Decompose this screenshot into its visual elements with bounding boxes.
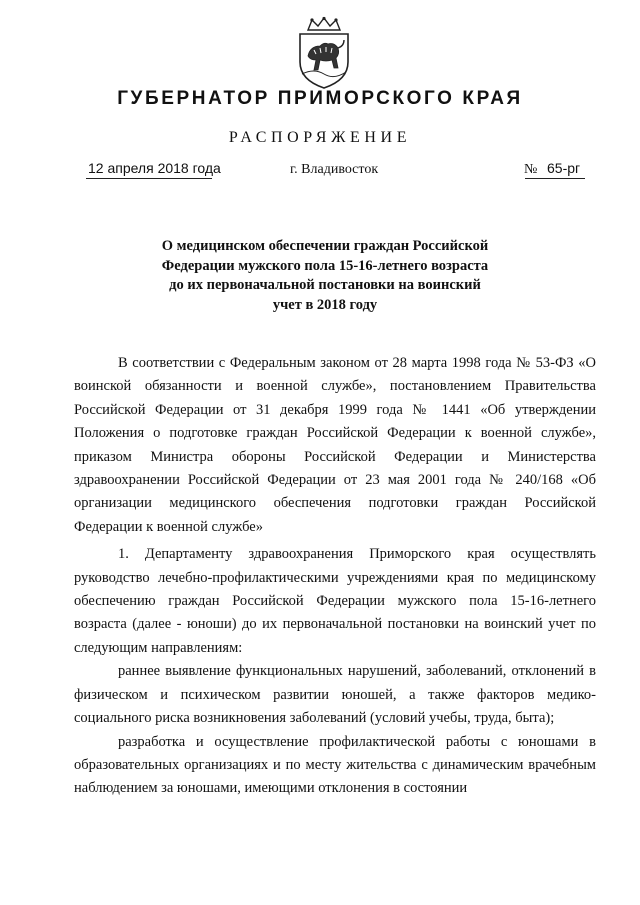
preamble-paragraph: В соответствии с Федеральным законом от 28 марта 1998 года № 53-ФЗ «О воинской обязанности и военной службе», постановлением Правительства Российской Федерации от 31 декабря 1999 года № 1441 «Об утверждении Положения о подготовке граждан Российской Федерации к военной службе», приказом Министра обороны Российской Федерации и Министерства здравоохранении Российской Федерации от 23 мая 2001 года № 240/168 «Об организации медицинского обеспечения подготовки граждан Российской Федерации к военной службе» <box>74 355 596 535</box>
document-city: г. Владивосток <box>290 162 379 177</box>
subject-line: учет в 2018 году <box>272 296 378 313</box>
document-type: РАСПОРЯЖЕНИЕ <box>228 129 412 146</box>
date-underline <box>86 178 212 179</box>
document-date: 12 апреля 2018 года <box>88 160 221 176</box>
direction-paragraph: раннее выявление функциональных нарушений, заболеваний, отклонений в физическом и психическом развитии юношей, а также факторов медико-социального риска возникновения заболеваний (условий учебы, труда, быта); <box>74 663 596 727</box>
subject-line: Федерации мужского пола 15-16-летнего возраста <box>161 257 489 274</box>
document-number-label: № <box>524 162 538 177</box>
direction-paragraph: разработка и осуществление профилактической работы с юношами в образовательных организациях и по месту жительства с динамическим врачебным наблюдением за юношами, имеющими отклонения в состоянии <box>74 733 596 797</box>
number-underline <box>525 178 585 179</box>
issuing-authority: ГУБЕРНАТОР ПРИМОРСКОГО КРАЯ <box>117 88 523 109</box>
coat-of-arms-icon <box>294 16 354 90</box>
subject-line: до их первоначальной постановки на воинский <box>169 277 481 293</box>
clause-1-paragraph: 1. Департаменту здравоохранения Приморского края осуществлять руководство лечебно-профилактическими учреждениями края по медицинскому обеспечению граждан Российской Федерации мужского пола 15-16-летнего возраста (далее - юноши) до их первоначальной постановки на воинский учет по следующим направлениям: <box>74 546 596 656</box>
document-number: 65-рг <box>547 160 581 176</box>
document-subject <box>140 237 510 315</box>
document-body <box>74 352 596 801</box>
subject-line: О медицинском обеспечении граждан Российской <box>161 238 489 254</box>
